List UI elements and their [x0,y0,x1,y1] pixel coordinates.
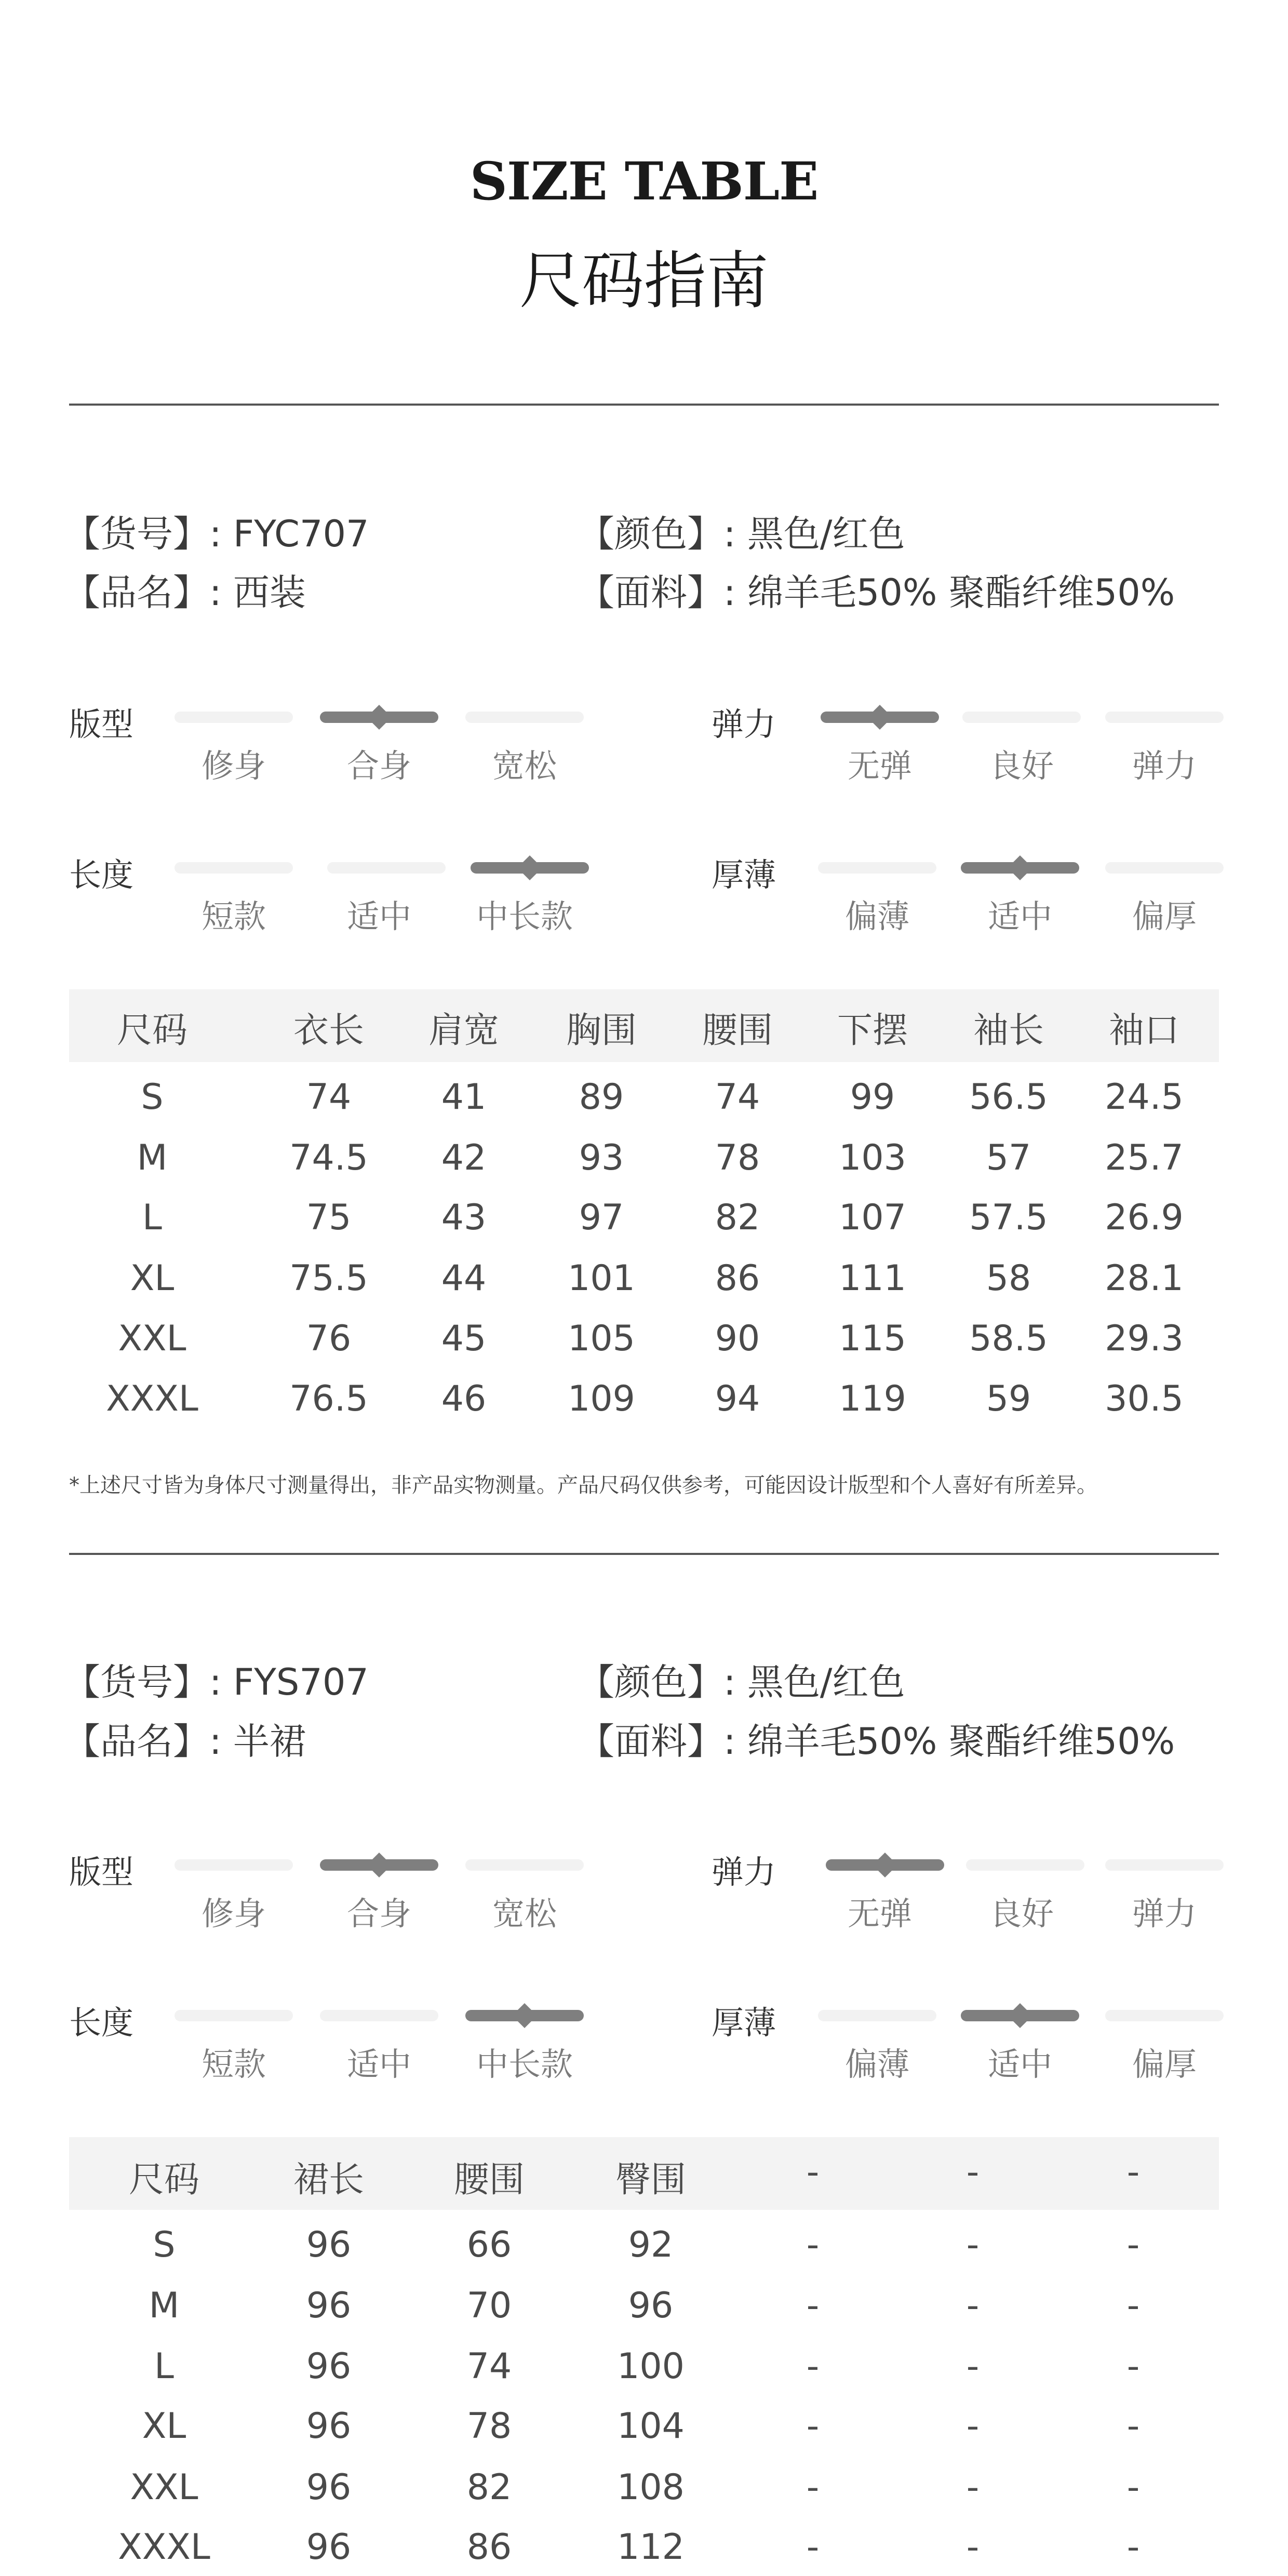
table-cell: - [966,2467,980,2508]
fit-option-regular-track-selected [320,1859,438,1871]
table-cell: - [1126,2406,1140,2447]
selected-marker-icon [517,855,542,880]
item-no: 【货号】: FYS707 [64,1661,369,1703]
table-cell: 105 [568,1318,635,1359]
fabric-info: 【面料】: 绵羊毛50% 聚酯纤维50% [578,1720,1175,1763]
table-header-cell: 袖口 [1108,1010,1179,1051]
elasticity-option-none-track-selected [821,712,939,723]
length-option-medium-track [327,862,446,874]
fit-option-slimfit-track [175,1859,293,1871]
table-header-cell: 肩宽 [428,1010,499,1051]
table-cell: 93 [579,1137,624,1178]
table-cell: - [966,2224,980,2265]
table-header-cell: 尺码 [116,1010,187,1051]
table-cell: 92 [628,2224,674,2265]
table-cell: XXL [118,1318,186,1359]
table-header-cell: 臀围 [615,2159,686,2201]
thickness-option-thick-track [1105,2010,1224,2021]
table-cell: 57 [986,1137,1031,1178]
table-cell: 44 [441,1258,487,1299]
table-cell: L [154,2346,174,2387]
length-option-short-track [175,2010,293,2021]
length-option-label: 短款 [201,2045,266,2083]
table-cell: 59 [986,1378,1031,1419]
thickness-option-thin-track [818,2010,936,2021]
table-cell: 112 [617,2527,685,2568]
fit-option-regular-track-selected [320,712,438,723]
table-cell: S [153,2224,176,2265]
attr-fit-label: 版型 [69,1853,134,1891]
table-cell: - [1126,2467,1140,2508]
table-header-cell: 腰围 [453,2159,525,2201]
table-header-cell: 下摆 [837,1010,908,1051]
fit-option-slimfit-track [175,712,293,723]
elasticity-option-stretch-track [1105,712,1224,723]
table-cell: 96 [306,2285,352,2326]
table-cell: 109 [568,1378,635,1419]
table-cell: 115 [839,1318,906,1359]
thickness-option-label: 适中 [987,2045,1052,2083]
selected-marker-icon [367,705,392,730]
table-cell: 104 [617,2406,685,2447]
table-cell: 103 [839,1137,906,1178]
fit-option-loose-track [465,1859,584,1871]
color-info: 【颜色】: 黑色/红色 [578,1661,905,1703]
table-cell: 42 [441,1137,487,1178]
product-name: 【品名】: 半裙 [64,1720,306,1763]
fabric-info: 【面料】: 绵羊毛50% 聚酯纤维50% [578,571,1175,614]
table-cell: XL [142,2406,186,2447]
table-cell: - [806,2467,820,2508]
table-cell: - [1126,2527,1140,2568]
table-cell: 96 [306,2224,352,2265]
title-cn: 尺码指南 [519,245,769,317]
attr-elasticity-label: 弹力 [712,1853,776,1891]
table-cell: 74 [306,1077,352,1118]
table-cell: 28.1 [1105,1258,1184,1299]
table-cell: - [966,2285,980,2326]
table-cell: - [1126,2346,1140,2387]
length-option-label: 适中 [346,897,411,935]
table-cell: 82 [715,1197,760,1238]
selected-marker-icon [867,705,892,730]
table-cell: 66 [466,2224,512,2265]
title-en: SIZE TABLE [469,151,819,212]
table-cell: 41 [441,1077,487,1118]
length-option-label: 中长款 [476,2045,573,2083]
table-cell: 74 [715,1077,760,1118]
table-header-cell: - [966,2152,980,2193]
table-cell: 29.3 [1105,1318,1184,1359]
thickness-option-label: 适中 [987,897,1052,935]
table-header-cell: 胸围 [566,1010,637,1051]
length-option-label: 短款 [201,897,266,935]
table-cell: - [966,2527,980,2568]
table-cell: M [137,1137,168,1178]
thickness-option-medium-track-selected [961,2010,1079,2021]
table-cell: 75.5 [289,1258,368,1299]
elasticity-option-label: 良好 [989,747,1054,785]
table-header-cell: 尺码 [128,2159,199,2201]
thickness-option-label: 偏厚 [1132,897,1197,935]
selected-marker-icon [1008,2003,1032,2028]
attr-thickness-label: 厚薄 [712,856,776,894]
table-cell: 75 [306,1197,352,1238]
table-cell: 96 [306,2527,352,2568]
elasticity-option-good-track [962,712,1081,723]
table-cell: 74.5 [289,1137,368,1178]
table-cell: 101 [568,1258,635,1299]
item-no: 【货号】: FYC707 [64,513,369,555]
elasticity-option-none-track-selected [826,1859,944,1871]
color-info: 【颜色】: 黑色/红色 [578,513,905,555]
table-cell: 94 [715,1378,760,1419]
table-cell: 86 [466,2527,512,2568]
table-cell: - [1126,2285,1140,2326]
table-cell: - [1126,2224,1140,2265]
fit-option-label: 宽松 [492,1895,557,1933]
table-cell: - [806,2527,820,2568]
thickness-option-label: 偏厚 [1132,2045,1197,2083]
selected-marker-icon [367,1853,392,1877]
selected-marker-icon [512,2003,537,2028]
table-cell: 70 [466,2285,512,2326]
attr-fit-label: 版型 [69,705,134,743]
thickness-option-thin-track [818,862,936,874]
length-option-short-track [175,862,293,874]
table-cell: - [966,2406,980,2447]
table-cell: 107 [839,1197,906,1238]
attr-thickness-label: 厚薄 [712,2004,776,2042]
divider [69,404,1219,406]
table-cell: - [806,2406,820,2447]
table-cell: 24.5 [1105,1077,1184,1118]
fit-option-label: 合身 [346,747,411,785]
table-cell: XXL [130,2467,198,2508]
selected-marker-icon [873,1853,897,1877]
length-option-midlong-track-selected [471,862,589,874]
attr-elasticity-label: 弹力 [712,705,776,743]
table-cell: 119 [839,1378,906,1419]
table-cell: 25.7 [1105,1137,1184,1178]
elasticity-option-label: 无弹 [847,747,912,785]
thickness-option-label: 偏薄 [844,897,909,935]
length-option-medium-track [320,2010,438,2021]
table-cell: 82 [466,2467,512,2508]
table-cell: 45 [441,1318,487,1359]
table-cell: 89 [579,1077,624,1118]
table-cell: - [966,2346,980,2387]
fit-option-label: 修身 [201,747,266,785]
table-cell: 76 [306,1318,352,1359]
elasticity-option-good-track [966,1859,1084,1871]
length-option-label: 中长款 [476,897,573,935]
table-cell: L [142,1197,162,1238]
table-cell: 43 [441,1197,487,1238]
attr-length-label: 长度 [69,2004,134,2042]
table-cell: 78 [466,2406,512,2447]
table-cell: 100 [617,2346,685,2387]
table-cell: 58.5 [969,1318,1048,1359]
table-header-cell: 裙长 [293,2159,364,2201]
table-header-cell: - [806,2152,820,2193]
fit-option-label: 宽松 [492,747,557,785]
table-cell: 76.5 [289,1378,368,1419]
elasticity-option-label: 无弹 [847,1895,912,1933]
table-cell: 96 [306,2346,352,2387]
thickness-option-label: 偏薄 [844,2045,909,2083]
elasticity-option-label: 弹力 [1132,747,1197,785]
elasticity-option-label: 弹力 [1132,1895,1197,1933]
table-cell: - [806,2346,820,2387]
thickness-option-medium-track-selected [961,862,1079,874]
table-cell: M [149,2285,180,2326]
table-cell: 111 [839,1258,906,1299]
table-cell: XXXL [106,1378,198,1419]
table-cell: 78 [715,1137,760,1178]
table-header-cell: 袖长 [973,1010,1044,1051]
fit-option-label: 合身 [346,1895,411,1933]
table-cell: S [141,1077,164,1118]
table-cell: 46 [441,1378,487,1419]
table-cell: 99 [850,1077,895,1118]
fit-option-label: 修身 [201,1895,266,1933]
length-option-label: 适中 [346,2045,411,2083]
thickness-option-thick-track [1105,862,1224,874]
table-cell: 57.5 [969,1197,1048,1238]
divider [69,1553,1219,1555]
table-cell: - [806,2224,820,2265]
table-cell: 97 [579,1197,624,1238]
table-cell: XXXL [118,2527,210,2568]
table-cell: 90 [715,1318,760,1359]
table-cell: 96 [306,2406,352,2447]
table-cell: 58 [986,1258,1031,1299]
measurement-note: *上述尺寸皆为身体尺寸测量得出，非产品实物测量。产品尺码仅供参考，可能因设计版型和个人喜好有所差异。 [69,1473,1097,1497]
table-cell: 96 [628,2285,674,2326]
elasticity-option-label: 良好 [989,1895,1054,1933]
table-header-cell: 腰围 [702,1010,773,1051]
table-cell: 86 [715,1258,760,1299]
table-cell: 108 [617,2467,685,2508]
selected-marker-icon [1008,855,1032,880]
table-cell: XL [130,1258,175,1299]
fit-option-loose-track [465,712,584,723]
table-cell: 26.9 [1105,1197,1184,1238]
table-header-cell: - [1126,2152,1140,2193]
table-cell: 56.5 [969,1077,1048,1118]
length-option-midlong-track-selected [465,2010,584,2021]
elasticity-option-stretch-track [1105,1859,1224,1871]
table-cell: 30.5 [1105,1378,1184,1419]
table-cell: 74 [466,2346,512,2387]
table-cell: 96 [306,2467,352,2508]
product-name: 【品名】: 西装 [64,571,306,614]
table-header-cell: 衣长 [293,1010,364,1051]
table-cell: - [806,2285,820,2326]
attr-length-label: 长度 [69,856,134,894]
